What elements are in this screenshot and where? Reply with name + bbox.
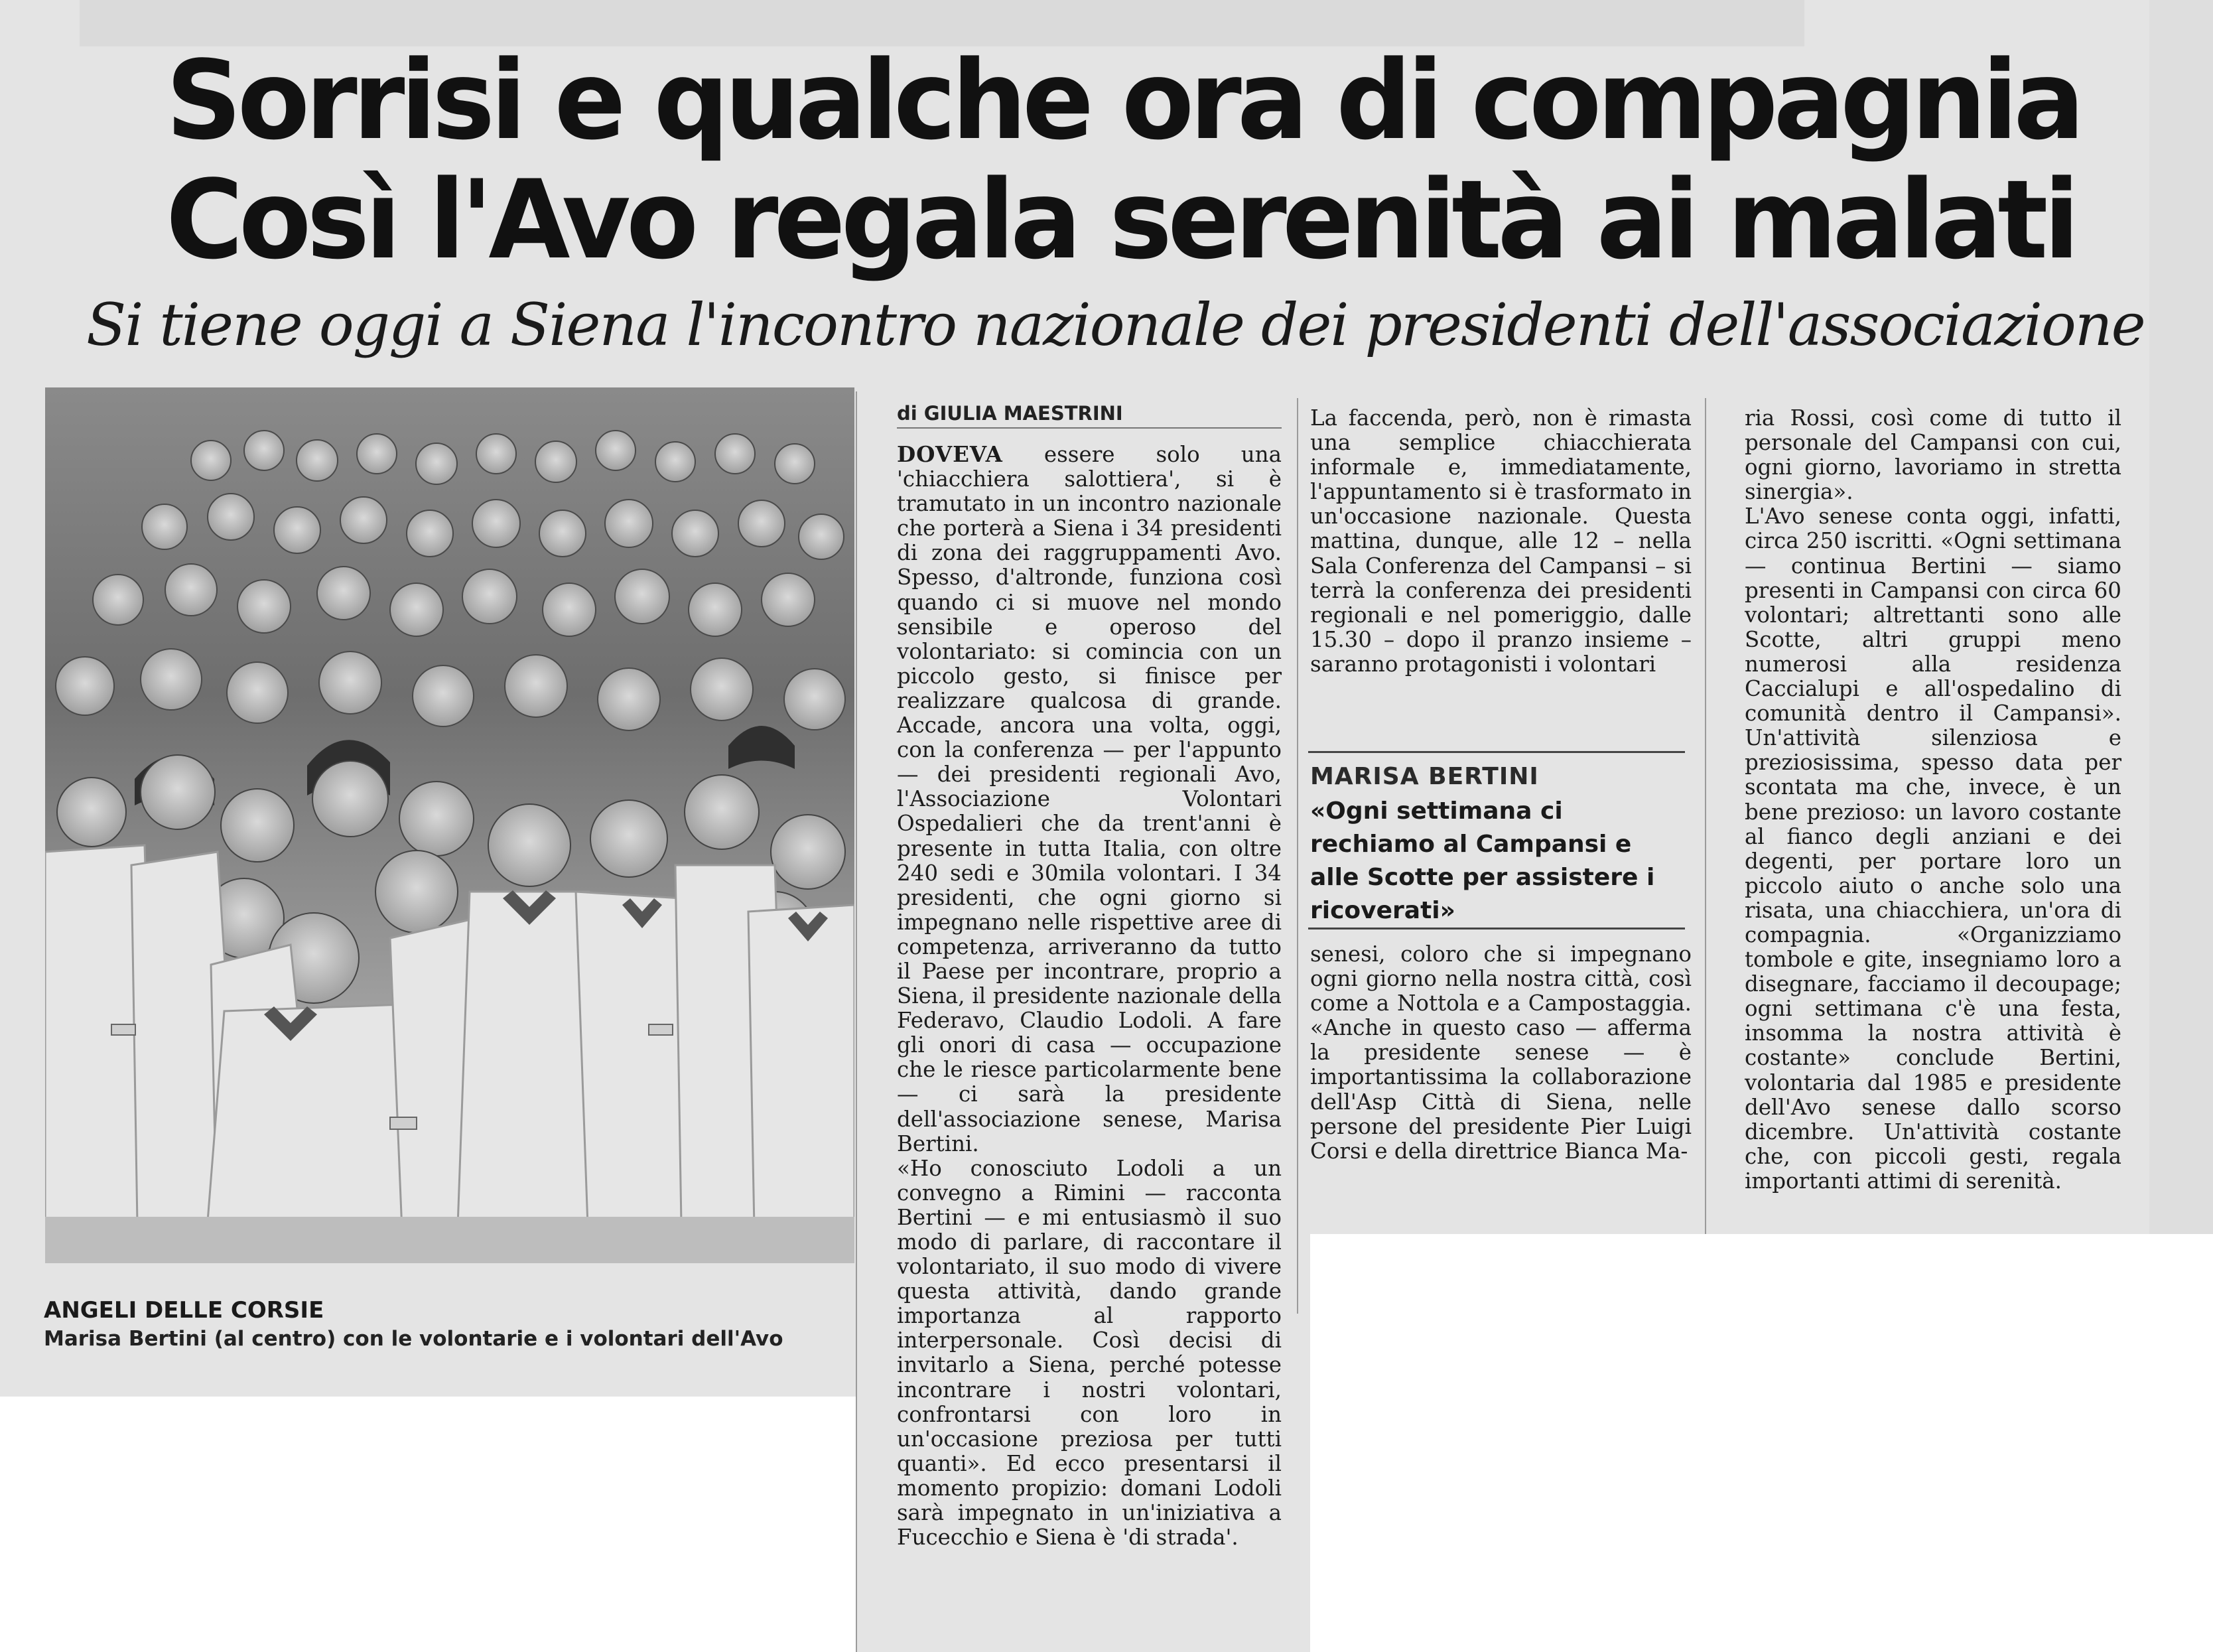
pull-quote-name: MARISA BERTINI [1310,763,1539,790]
article-column-3 [1745,406,2121,1194]
photo-caption: Marisa Bertini (al centro) con le volontarie e i volontari dell'Avo [44,1327,783,1351]
column-rule [856,391,857,1652]
group-photo [45,387,854,1263]
column-rule [1297,398,1298,1314]
column-rule [1705,398,1706,1234]
article-column-1 [897,442,1282,1550]
headline [166,37,2080,283]
paragraph: senesi, coloro che si impegnano ogni giorno nella nostra città, così come a Nottola e a Campostaggia. «Anche in questo caso — afferma la presidente senese — è importantissima la collaborazione dell'Asp Città di Siena, nelle persone del presidente Pier Luigi Corsi e della direttrice Bianca Ma- [1310,941,1692,1164]
paragraph: L'Avo senese conta oggi, infatti, circa 250 iscritti. «Ogni settimana — continua Bertini — siamo presenti in Campansi con circa 60 volontari; altrettanti sono alle Scotte, altri gruppi meno numerosi alla residenza Caccialupi e all'ospedalino di comunità dentro il Campansi». Un'attività silenziosa e preziosissima, spesso data per scontata ma che, invece, è un bene prezioso: un lavoro costante al fianco degli anziani e dei degenti, per portare loro un piccolo aiuto o anche solo una risata, una chiacchiera, un'ora di compagnia. «Organizziamo tombole e gite, insegniamo loro a disegnare, facciamo il decoupage; ogni settimana c'è una festa, insomma la nostra attività è costante» conclude Bertini, volontaria dal 1985 e presidente dell'Avo senese dallo scorso dicembre. Un'attività costante che, con piccoli gesti, regala importanti attimi di serenità. [1745,504,2121,1194]
lead-word: DOVEVA [897,441,1003,467]
blank-area [1310,1234,2213,1652]
paragraph: ria Rossi, così come di tutto il personale del Campansi con cui, ogni giorno, lavoriamo in stretta sinergia». [1745,405,2121,505]
group-photo-illustration [45,387,854,1263]
byline: di GIULIA MAESTRINI [897,402,1282,429]
article-column-2-bottom [1310,942,1692,1164]
subheadline: Si tiene oggi a Siena l'incontro nazionale dei presidenti dell'associazione [86,291,2145,359]
paragraph-text: essere solo una 'chiacchiera salottiera', si è tramutato in un incontro nazionale che porterà a Siena i 34 presidenti di zona dei raggruppamenti Avo. Spesso, d'altronde, funziona così quando ci si muove nel mondo sensibile e operoso del volontariato: si comincia con un piccolo gesto, si finisce per realizzare qualcosa di grande. Accade, ancora una volta, oggi, con la conferenza — per l'appunto — dei presidenti regionali Avo, l'Associazione Volontari Ospedalieri che da trent'anni è presente in tutta Italia, con oltre 240 sedi e 30mila volontari. I 34 presidenti, che ogni giorno si impegnano nelle rispettive aree di competenza, arriveranno da tutto il Paese per incontrare, proprio a Siena, il presidente nazionale della Federavo, Claudio Lodoli. A fare gli onori di casa — occupazione che le riesce particolarmente bene — ci sarà la presidente dell'associazione senese, Marisa Bertini. [897,442,1282,1156]
pull-quote-rule [1308,928,1685,929]
paragraph: La faccenda, però, non è rimasta una semplice chiacchierata informale e, immediatamente, l'appuntamento si è trasformato in un'occasione nazionale. Questa mattina, dunque, alle 12 – nella Sala Conferenza del Campansi – si terrà la conferenza dei presidenti regionali e nel pomeriggio, dalle 15.30 – dopo il pranzo insieme – saranno protagonisti i volontari [1310,405,1692,677]
right-page-edge [2149,0,2213,1234]
photo-caption-title: ANGELI DELLE CORSIE [44,1297,324,1324]
headline-line-1: Sorrisi e qualche ora di compagnia [166,37,2080,164]
paragraph [897,442,1282,1156]
pull-quote: «Ogni settimana ci rechiamo al Campansi e alle Scotte per assistere i ricoverati» [1310,797,1655,924]
paragraph: «Ho conosciuto Lodoli a un convegno a Rimini — racconta Bertini — e mi entusiasmò il suo modo di parlare, di raccontare il volontariato, il suo modo di vivere questa attività, dando grande importanza al rapporto interpersonale. Così decisi di invitarlo a Siena, perché potesse incontrare i nostri volontari, confrontarsi con loro in un'occasione preziosa per tutti quanti». Ed ecco presentarsi il momento propizio: domani Lodoli sarà impegnato in un'iniziativa a Fucecchio e Siena è 'di strada'. [897,1155,1282,1550]
pull-quote-rule [1308,751,1685,753]
blank-area [0,1397,856,1652]
headline-line-2: Così l'Avo regala serenità ai malati [166,157,2076,283]
article-column-2-top [1310,406,1692,677]
